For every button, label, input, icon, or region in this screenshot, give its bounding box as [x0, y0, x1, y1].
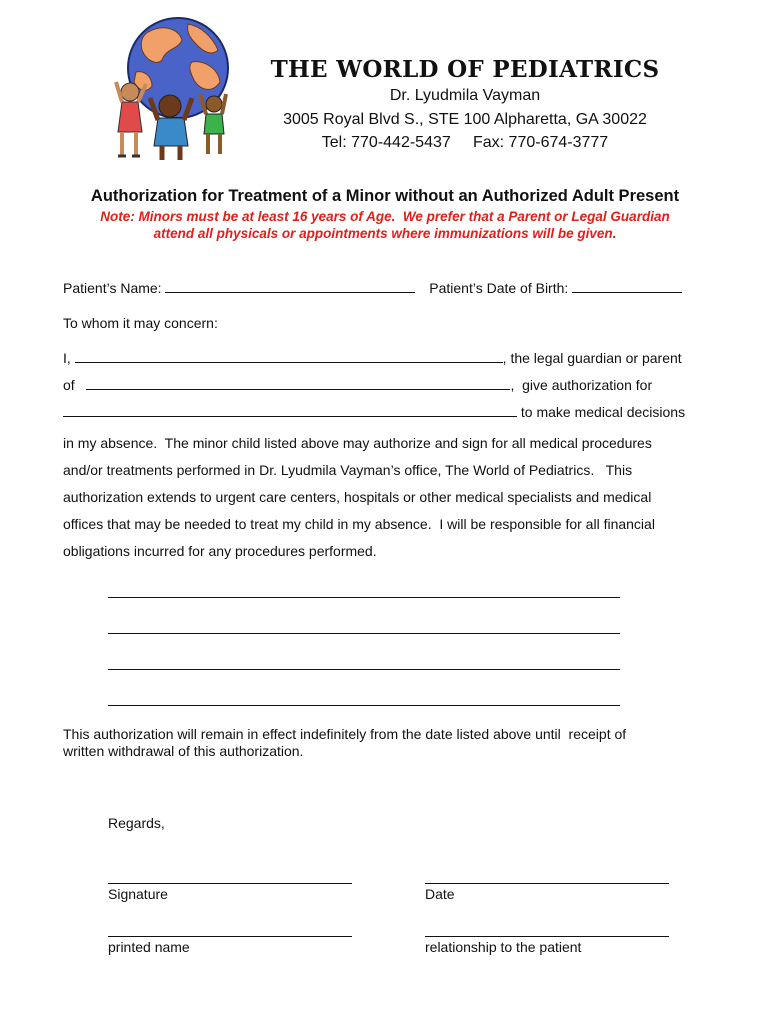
patient-name-field[interactable] — [165, 280, 415, 293]
of-prefix: of — [63, 377, 75, 393]
authorization-paragraph — [63, 430, 713, 565]
authorized-person-row — [63, 404, 685, 420]
blank-line-3[interactable] — [108, 669, 620, 670]
effect-line-2: written withdrawal of this authorization. — [63, 743, 304, 759]
note-line-1: Note: Minors must be at least 16 years of Age. We prefer that a Parent or Legal Guardian — [100, 209, 670, 224]
of-suffix: , give authorization for — [510, 377, 653, 393]
signature-line[interactable] — [108, 883, 352, 884]
printed-name-line[interactable] — [108, 936, 352, 937]
salutation: To whom it may concern: — [63, 315, 218, 331]
minor-age-note — [40, 208, 730, 242]
date-line[interactable] — [425, 883, 669, 884]
printed-name-label: printed name — [108, 939, 190, 955]
para-line-4: offices that may be needed to treat my child in my absence. I will be responsible for all financial — [63, 516, 655, 532]
patient-dob-label: Patient’s Date of Birth: — [429, 280, 569, 296]
i-prefix: I, — [63, 350, 71, 366]
signature-label: Signature — [108, 886, 168, 902]
note-line-2: attend all physicals or appointments where immunizations will be given. — [153, 226, 617, 241]
relationship-line[interactable] — [425, 936, 669, 937]
para-line-3: authorization extends to urgent care centers, hospitals or other medical specialists and medical — [63, 489, 652, 505]
blank-line-1[interactable] — [108, 597, 620, 598]
form-title: Authorization for Treatment of a Minor without an Authorized Adult Present — [90, 187, 680, 205]
regards: Regards, — [108, 815, 165, 831]
patient-info-row — [63, 280, 682, 296]
i-suffix: , the legal guardian or parent — [502, 350, 682, 366]
doctor-name: Dr. Lyudmila Vayman — [389, 87, 541, 104]
patient-dob-field[interactable] — [572, 280, 682, 293]
blank-line-2[interactable] — [108, 633, 620, 634]
decisions-suffix: to make medical decisions — [517, 404, 686, 420]
effect-statement — [63, 726, 626, 760]
date-label: Date — [425, 886, 455, 902]
office-address: 3005 Royal Blvd S., STE 100 Alpharetta, GA 30022 — [283, 111, 647, 128]
patient-name-label: Patient’s Name: — [63, 280, 162, 296]
para-line-2: and/or treatments performed in Dr. Lyudmila Vayman’s office, The World of Pediatrics. This — [63, 462, 633, 478]
minor-name-field[interactable] — [86, 377, 510, 390]
minor-row — [63, 377, 652, 393]
para-line-1: in my absence. The minor child listed above may authorize and sign for all medical procedures — [63, 435, 652, 451]
phone-fax: Tel: 770-442-5437 Fax: 770-674-3777 — [321, 134, 609, 151]
relationship-label: relationship to the patient — [425, 939, 582, 955]
guardian-name-field[interactable] — [75, 350, 503, 363]
effect-line-1: This authorization will remain in effect indefinitely from the date listed above until receipt of — [63, 726, 627, 742]
guardian-row — [63, 350, 682, 366]
authorized-person-field[interactable] — [63, 404, 517, 417]
blank-line-4[interactable] — [108, 705, 620, 706]
para-line-5: obligations incurred for any procedures performed. — [63, 543, 377, 559]
org-name: THE WORLD OF PEDIATRICS — [270, 56, 660, 83]
globe-children-logo-icon — [108, 10, 242, 162]
